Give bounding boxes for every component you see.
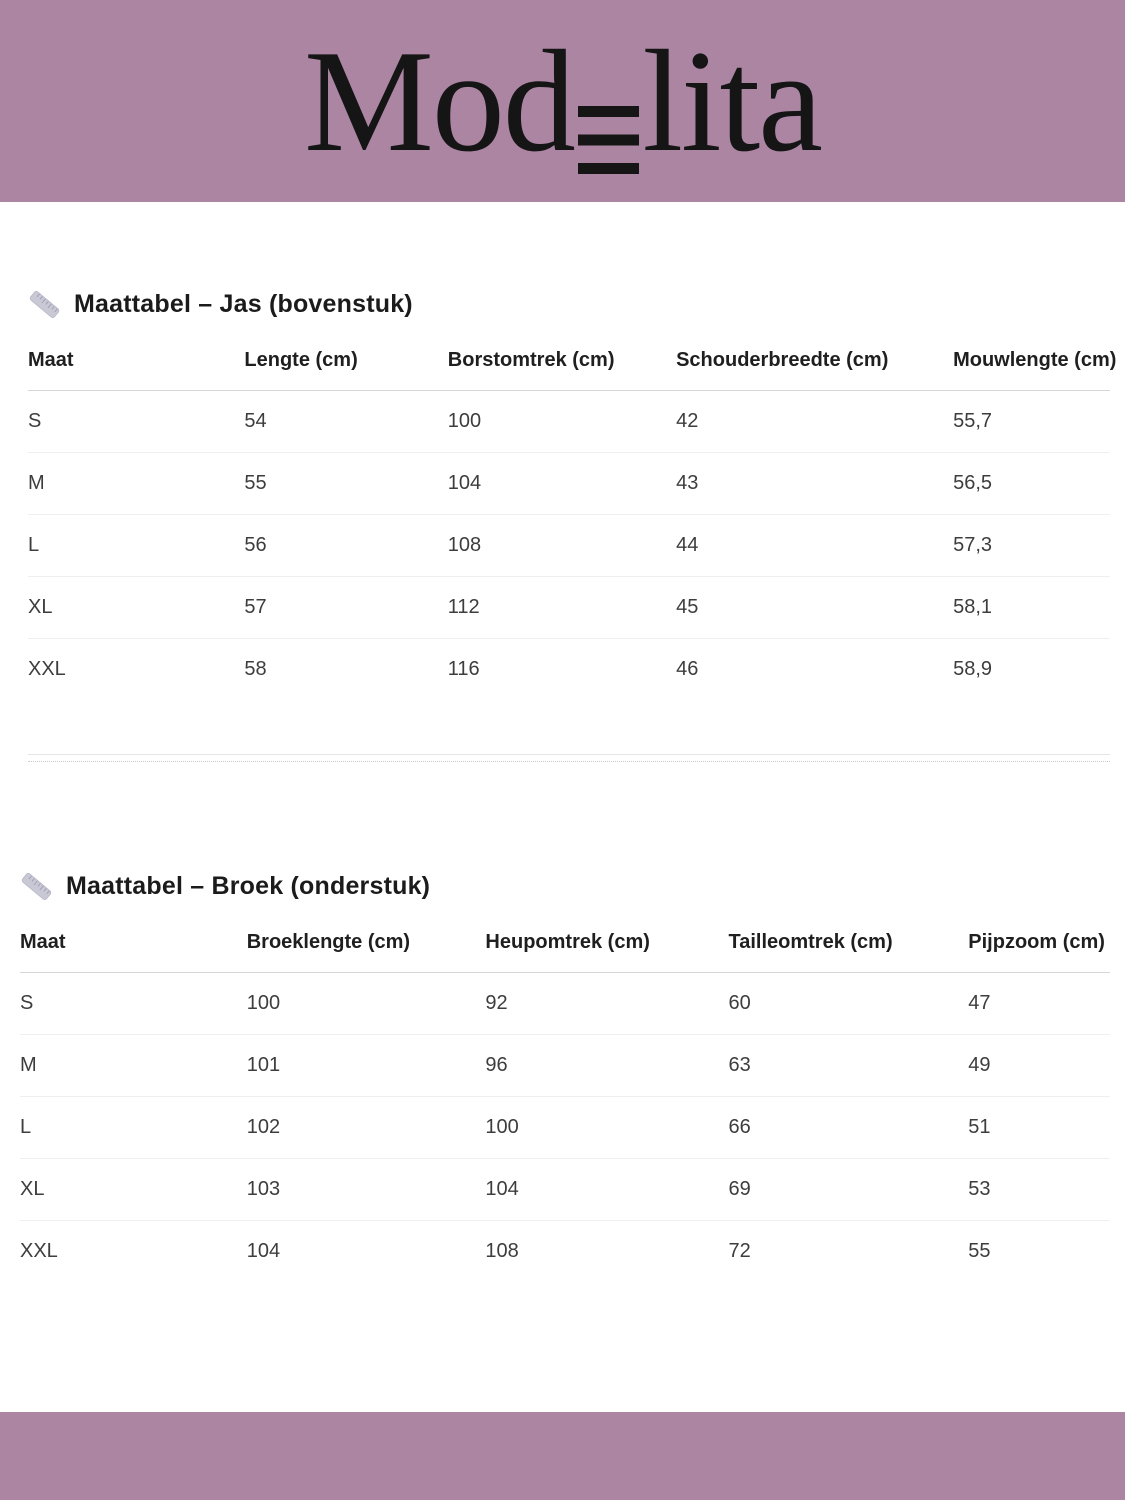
column-header: Broeklengte (cm)	[247, 927, 486, 973]
measurement-cell: 51	[968, 1097, 1110, 1159]
measurement-cell: 46	[676, 658, 699, 680]
measurement-cell: 49	[968, 1035, 1110, 1097]
measurement-cell: 100	[448, 391, 676, 453]
measurement-cell: 55	[968, 1240, 991, 1262]
section-title	[20, 870, 1110, 903]
size-table-section-jas	[0, 288, 1125, 762]
measurement-cell: 102	[247, 1097, 486, 1159]
measurement-cell: 108	[485, 1240, 519, 1262]
logo-e-bars-icon	[578, 106, 639, 174]
table-row	[28, 391, 1110, 453]
column-header: Maat	[20, 927, 247, 973]
column-header: Lengte (cm)	[244, 345, 447, 391]
measurement-cell: 66	[728, 1097, 968, 1159]
measurement-cell: 104	[448, 453, 676, 515]
straight-ruler-icon	[28, 288, 61, 321]
measurement-cell: 44	[676, 515, 953, 577]
measurement-cell: 101	[247, 1035, 486, 1097]
measurement-cell: 92	[485, 973, 728, 1035]
size-cell: XL	[20, 1159, 247, 1221]
logo-text-prefix: Mod	[304, 20, 574, 182]
measurement-cell: 69	[728, 1159, 968, 1221]
table-row	[28, 577, 1110, 639]
table-bottom-line	[28, 754, 1110, 755]
size-cell: XL	[28, 577, 244, 639]
footer-band	[0, 1412, 1125, 1500]
size-cell: M	[20, 1035, 247, 1097]
straight-ruler-icon	[20, 870, 53, 903]
size-table-broek	[20, 927, 1110, 1282]
brand-logo	[304, 20, 821, 182]
size-table-section-broek	[0, 870, 1125, 1282]
measurement-cell: 57,3	[953, 515, 1110, 577]
measurement-cell: 58	[244, 658, 267, 680]
measurement-cell: 58,9	[953, 658, 993, 680]
size-cell: L	[28, 515, 244, 577]
table-header-row	[20, 927, 1110, 973]
measurement-cell: 100	[247, 973, 486, 1035]
size-cell: XXL	[20, 1240, 58, 1262]
measurement-cell: 53	[968, 1159, 1110, 1221]
measurement-cell: 108	[448, 515, 676, 577]
measurement-cell: 56,5	[953, 453, 1110, 515]
measurement-cell: 58,1	[953, 577, 1110, 639]
measurement-cell: 47	[968, 973, 1110, 1035]
table-row	[20, 973, 1110, 1035]
measurement-cell: 54	[244, 391, 447, 453]
measurement-cell: 96	[485, 1035, 728, 1097]
size-cell: S	[28, 391, 244, 453]
measurement-cell: 72	[728, 1240, 751, 1262]
column-header: Heupomtrek (cm)	[485, 927, 728, 973]
table-row	[20, 1159, 1110, 1221]
table-row	[20, 1035, 1110, 1097]
section-title-text: Maattabel – Broek (onderstuk)	[66, 872, 431, 900]
size-table-jas	[28, 345, 1117, 700]
section-title	[28, 288, 1110, 321]
measurement-cell: 55	[244, 453, 447, 515]
measurement-cell: 55,7	[953, 391, 1110, 453]
table-row	[28, 639, 1110, 701]
table-row	[20, 1221, 1110, 1283]
main-content	[0, 202, 1125, 1412]
column-header: Borstomtrek (cm)	[448, 345, 676, 391]
table-row	[28, 515, 1110, 577]
logo-text-suffix: lita	[642, 20, 821, 182]
table-row	[20, 1097, 1110, 1159]
measurement-cell: 45	[676, 577, 953, 639]
size-cell: M	[28, 453, 244, 515]
measurement-cell: 60	[728, 973, 968, 1035]
measurement-cell: 56	[244, 515, 447, 577]
size-cell: XXL	[28, 658, 66, 680]
header-band	[0, 0, 1125, 202]
size-cell: L	[20, 1097, 247, 1159]
measurement-cell: 42	[676, 391, 953, 453]
column-header: Schouderbreedte (cm)	[676, 345, 953, 391]
measurement-cell: 100	[485, 1097, 728, 1159]
measurement-cell: 103	[247, 1159, 486, 1221]
measurement-cell: 57	[244, 577, 447, 639]
column-header: Tailleomtrek (cm)	[728, 927, 968, 973]
measurement-cell: 63	[728, 1035, 968, 1097]
measurement-cell: 104	[246, 1240, 281, 1262]
table-row	[28, 453, 1110, 515]
measurement-cell: 104	[485, 1159, 728, 1221]
column-header: Mouwlengte (cm)	[953, 345, 1110, 391]
section-title-text: Maattabel – Jas (bovenstuk)	[74, 290, 413, 318]
column-header: Maat	[28, 345, 244, 391]
table-header-row	[28, 345, 1110, 391]
measurement-cell: 116	[447, 658, 480, 680]
measurement-cell: 43	[676, 453, 953, 515]
section-divider	[28, 761, 1110, 762]
measurement-cell: 112	[448, 577, 676, 639]
column-header: Pijpzoom (cm)	[968, 927, 1110, 973]
size-cell: S	[20, 973, 247, 1035]
